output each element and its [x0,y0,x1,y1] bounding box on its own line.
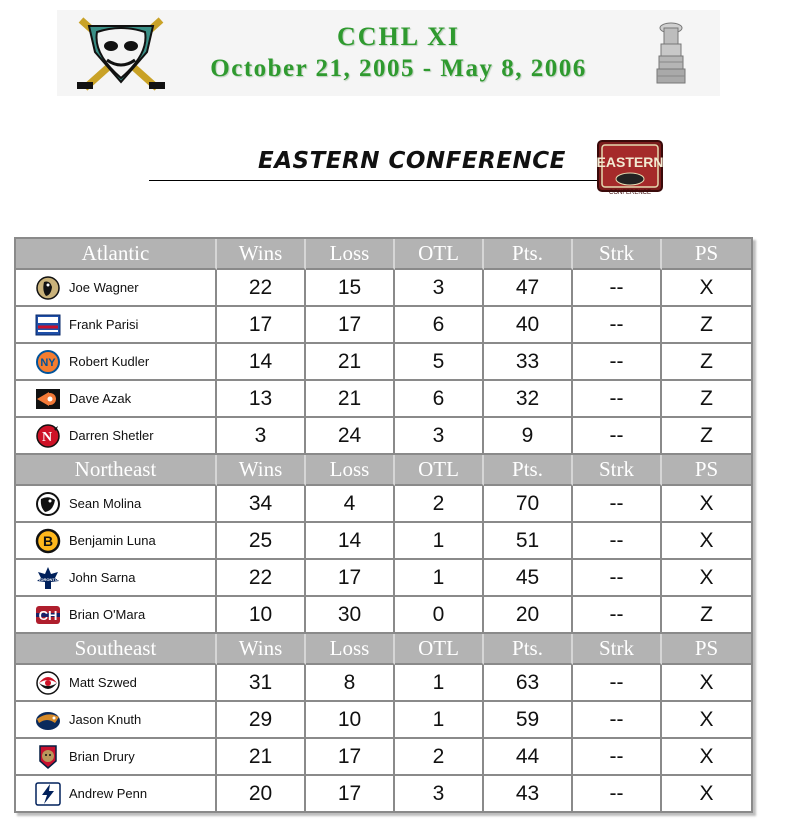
team-cell [16,344,217,381]
team-info [16,702,215,737]
loss-cell: 21 [306,344,395,381]
team-info [16,270,215,305]
owner-name: Jason Knuth [69,712,142,727]
loss-cell: 24 [306,418,395,455]
points-cell: 47 [484,270,573,307]
playoff-status-cell: Z [662,344,751,381]
otl-cell: 3 [395,270,484,307]
wins-cell: 20 [217,776,306,811]
badge-subtext: CONFERENCE [608,190,652,196]
team-cell [16,665,217,702]
table-row [16,776,751,811]
loss-cell: 17 [306,739,395,776]
svg-text:CH: CH [38,607,58,623]
division-name: Northeast [16,455,217,486]
column-header: Loss [306,455,395,486]
column-header: PS [662,239,751,270]
streak-cell: -- [573,344,662,381]
loss-cell: 17 [306,776,395,811]
wins-cell: 31 [217,665,306,702]
playoff-status-cell: Z [662,597,751,634]
streak-cell: -- [573,270,662,307]
maple-leafs-logo-icon [35,565,61,591]
flyers-logo-icon [35,386,61,412]
table-row [16,702,751,739]
team-cell [16,739,217,776]
loss-cell: 21 [306,381,395,418]
owner-name: Sean Molina [69,496,142,511]
wins-cell: 34 [217,486,306,523]
wins-cell: 22 [217,270,306,307]
loss-cell: 14 [306,523,395,560]
owner-name: Robert Kudler [69,354,150,369]
streak-cell: -- [573,597,662,634]
points-cell: 43 [484,776,573,811]
team-cell [16,418,217,455]
wins-cell: 13 [217,381,306,418]
loss-cell: 15 [306,270,395,307]
division-header-row [16,239,751,270]
points-cell: 63 [484,665,573,702]
table-row [16,523,751,560]
team-cell [16,486,217,523]
streak-cell: -- [573,523,662,560]
team-info [16,523,215,558]
team-cell [16,270,217,307]
division-name: Southeast [16,634,217,665]
column-header: Pts. [484,455,573,486]
team-cell [16,381,217,418]
streak-cell: -- [573,776,662,811]
column-header: Loss [306,239,395,270]
points-cell: 59 [484,702,573,739]
otl-cell: 3 [395,418,484,455]
otl-cell: 1 [395,702,484,739]
playoff-status-cell: X [662,270,751,307]
playoff-status-cell: X [699,781,714,805]
owner-name: Joe Wagner [69,280,139,295]
thrashers-logo-icon [35,707,61,733]
points-cell: 32 [484,381,573,418]
otl-cell: 2 [395,486,484,523]
owner-name: Brian Drury [69,749,135,764]
team-cell [16,560,217,597]
table-row [16,560,751,597]
team-info [16,665,215,700]
stanley-cup-icon [651,18,691,88]
points-cell: 33 [484,344,573,381]
team-cell [16,523,217,560]
column-header: Loss [306,634,395,665]
eastern-conference-badge [596,139,664,197]
table-row [16,418,751,455]
heading-underline [149,180,601,181]
column-header: Wins [217,455,306,486]
column-header: PS [662,455,751,486]
playoff-status-cell: X [662,665,751,702]
playoff-status-cell: Z [662,418,751,455]
owner-name: Benjamin Luna [69,533,156,548]
division-name: Atlantic [16,239,217,270]
team-info [16,597,215,632]
points-cell: 70 [484,486,573,523]
loss-cell: 17 [306,560,395,597]
bruins-logo-icon [35,528,61,554]
rangers-logo-icon [35,312,61,338]
hurricanes-logo-icon [35,670,61,696]
otl-cell: 1 [395,560,484,597]
table-row [16,597,751,634]
owner-name: Andrew Penn [69,786,148,801]
division-header-row [16,455,751,486]
streak-cell: -- [573,739,662,776]
otl-cell: 0 [395,597,484,634]
team-info [16,486,215,521]
panthers-logo-icon [35,744,61,770]
team-info [16,381,215,416]
wins-cell: 22 [217,560,306,597]
column-header: OTL [395,455,484,486]
wins-cell: 25 [217,523,306,560]
column-header: Pts. [484,634,573,665]
standings-table [14,237,753,813]
devils-logo-icon [35,423,61,449]
table-row [16,665,751,702]
otl-cell: 2 [395,739,484,776]
team-cell [16,702,217,739]
team-info [16,418,215,453]
team-cell [16,307,217,344]
playoff-status-cell: X [662,523,751,560]
points-cell: 51 [484,523,573,560]
column-header: Strk [573,634,662,665]
loss-cell: 30 [306,597,395,634]
streak-cell: -- [573,381,662,418]
division-header-row [16,634,751,665]
column-header: Wins [217,239,306,270]
islanders-logo-icon [35,349,61,375]
team-cell [16,776,217,811]
playoff-status-cell: X [662,486,751,523]
column-header: Strk [573,455,662,486]
otl-cell: 6 [395,307,484,344]
points-cell: 9 [484,418,573,455]
penguins-logo-icon [35,275,61,301]
streak-cell: -- [573,418,662,455]
playoff-status-cell: Z [662,381,751,418]
otl-cell: 1 [395,523,484,560]
season-dates: October 21, 2005 - May 8, 2006 [210,55,587,82]
playoff-status-cell: Z [662,307,751,344]
owner-name: Brian O'Mara [69,607,146,622]
wins-cell: 17 [217,307,306,344]
wins-cell: 14 [217,344,306,381]
otl-cell: 5 [395,344,484,381]
otl-cell: 6 [395,381,484,418]
streak-cell: -- [573,702,662,739]
sabres-logo-icon [35,491,61,517]
team-info [16,307,215,342]
team-info [16,776,215,811]
column-header: OTL [395,239,484,270]
table-row [16,381,751,418]
column-header: Wins [217,634,306,665]
wins-cell: 29 [217,702,306,739]
column-header: OTL [395,634,484,665]
table-row [16,307,751,344]
otl-cell: 3 [395,776,484,811]
svg-text:N: N [41,429,53,445]
column-header: Pts. [484,239,573,270]
streak-cell: -- [573,486,662,523]
wins-cell: 3 [217,418,306,455]
league-title: CCHL XI [336,22,461,51]
conference-heading: EASTERN CONFERENCE [258,148,566,174]
wins-cell: 21 [217,739,306,776]
streak-cell: -- [573,307,662,344]
points-cell: 45 [484,560,573,597]
loss-cell: 8 [306,665,395,702]
otl-cell: 1 [395,665,484,702]
table-row [16,270,751,307]
owner-name: Frank Parisi [69,317,139,332]
owner-name: John Sarna [69,570,136,585]
svg-text:NY: NY [40,356,56,369]
points-cell: 40 [484,307,573,344]
loss-cell: 10 [306,702,395,739]
svg-text:B: B [42,532,54,549]
streak-cell: -- [573,560,662,597]
team-info [16,560,215,595]
owner-name: Darren Shetler [69,428,154,443]
loss-cell: 17 [306,307,395,344]
points-cell: 44 [484,739,573,776]
table-row [16,344,751,381]
team-cell [16,597,217,634]
badge-text: EASTERN [596,154,664,170]
column-header: Strk [573,239,662,270]
points-cell: 20 [484,597,573,634]
owner-name: Dave Azak [69,391,132,406]
league-banner [57,10,720,96]
column-header: PS [662,634,751,665]
table-row [16,739,751,776]
team-info [16,739,215,774]
playoff-status-cell: X [662,560,751,597]
playoff-status-cell: X [662,702,751,739]
team-info [16,344,215,379]
table-row [16,486,751,523]
standings-body [16,239,751,811]
streak-cell: -- [573,665,662,702]
svg-text:TORONTO: TORONTO [38,576,58,582]
lightning-logo-icon [35,781,61,807]
canadiens-logo-icon [35,602,61,628]
loss-cell: 4 [306,486,395,523]
wins-cell: 10 [217,597,306,634]
owner-name: Matt Szwed [69,675,137,690]
playoff-status-cell: X [662,739,751,776]
